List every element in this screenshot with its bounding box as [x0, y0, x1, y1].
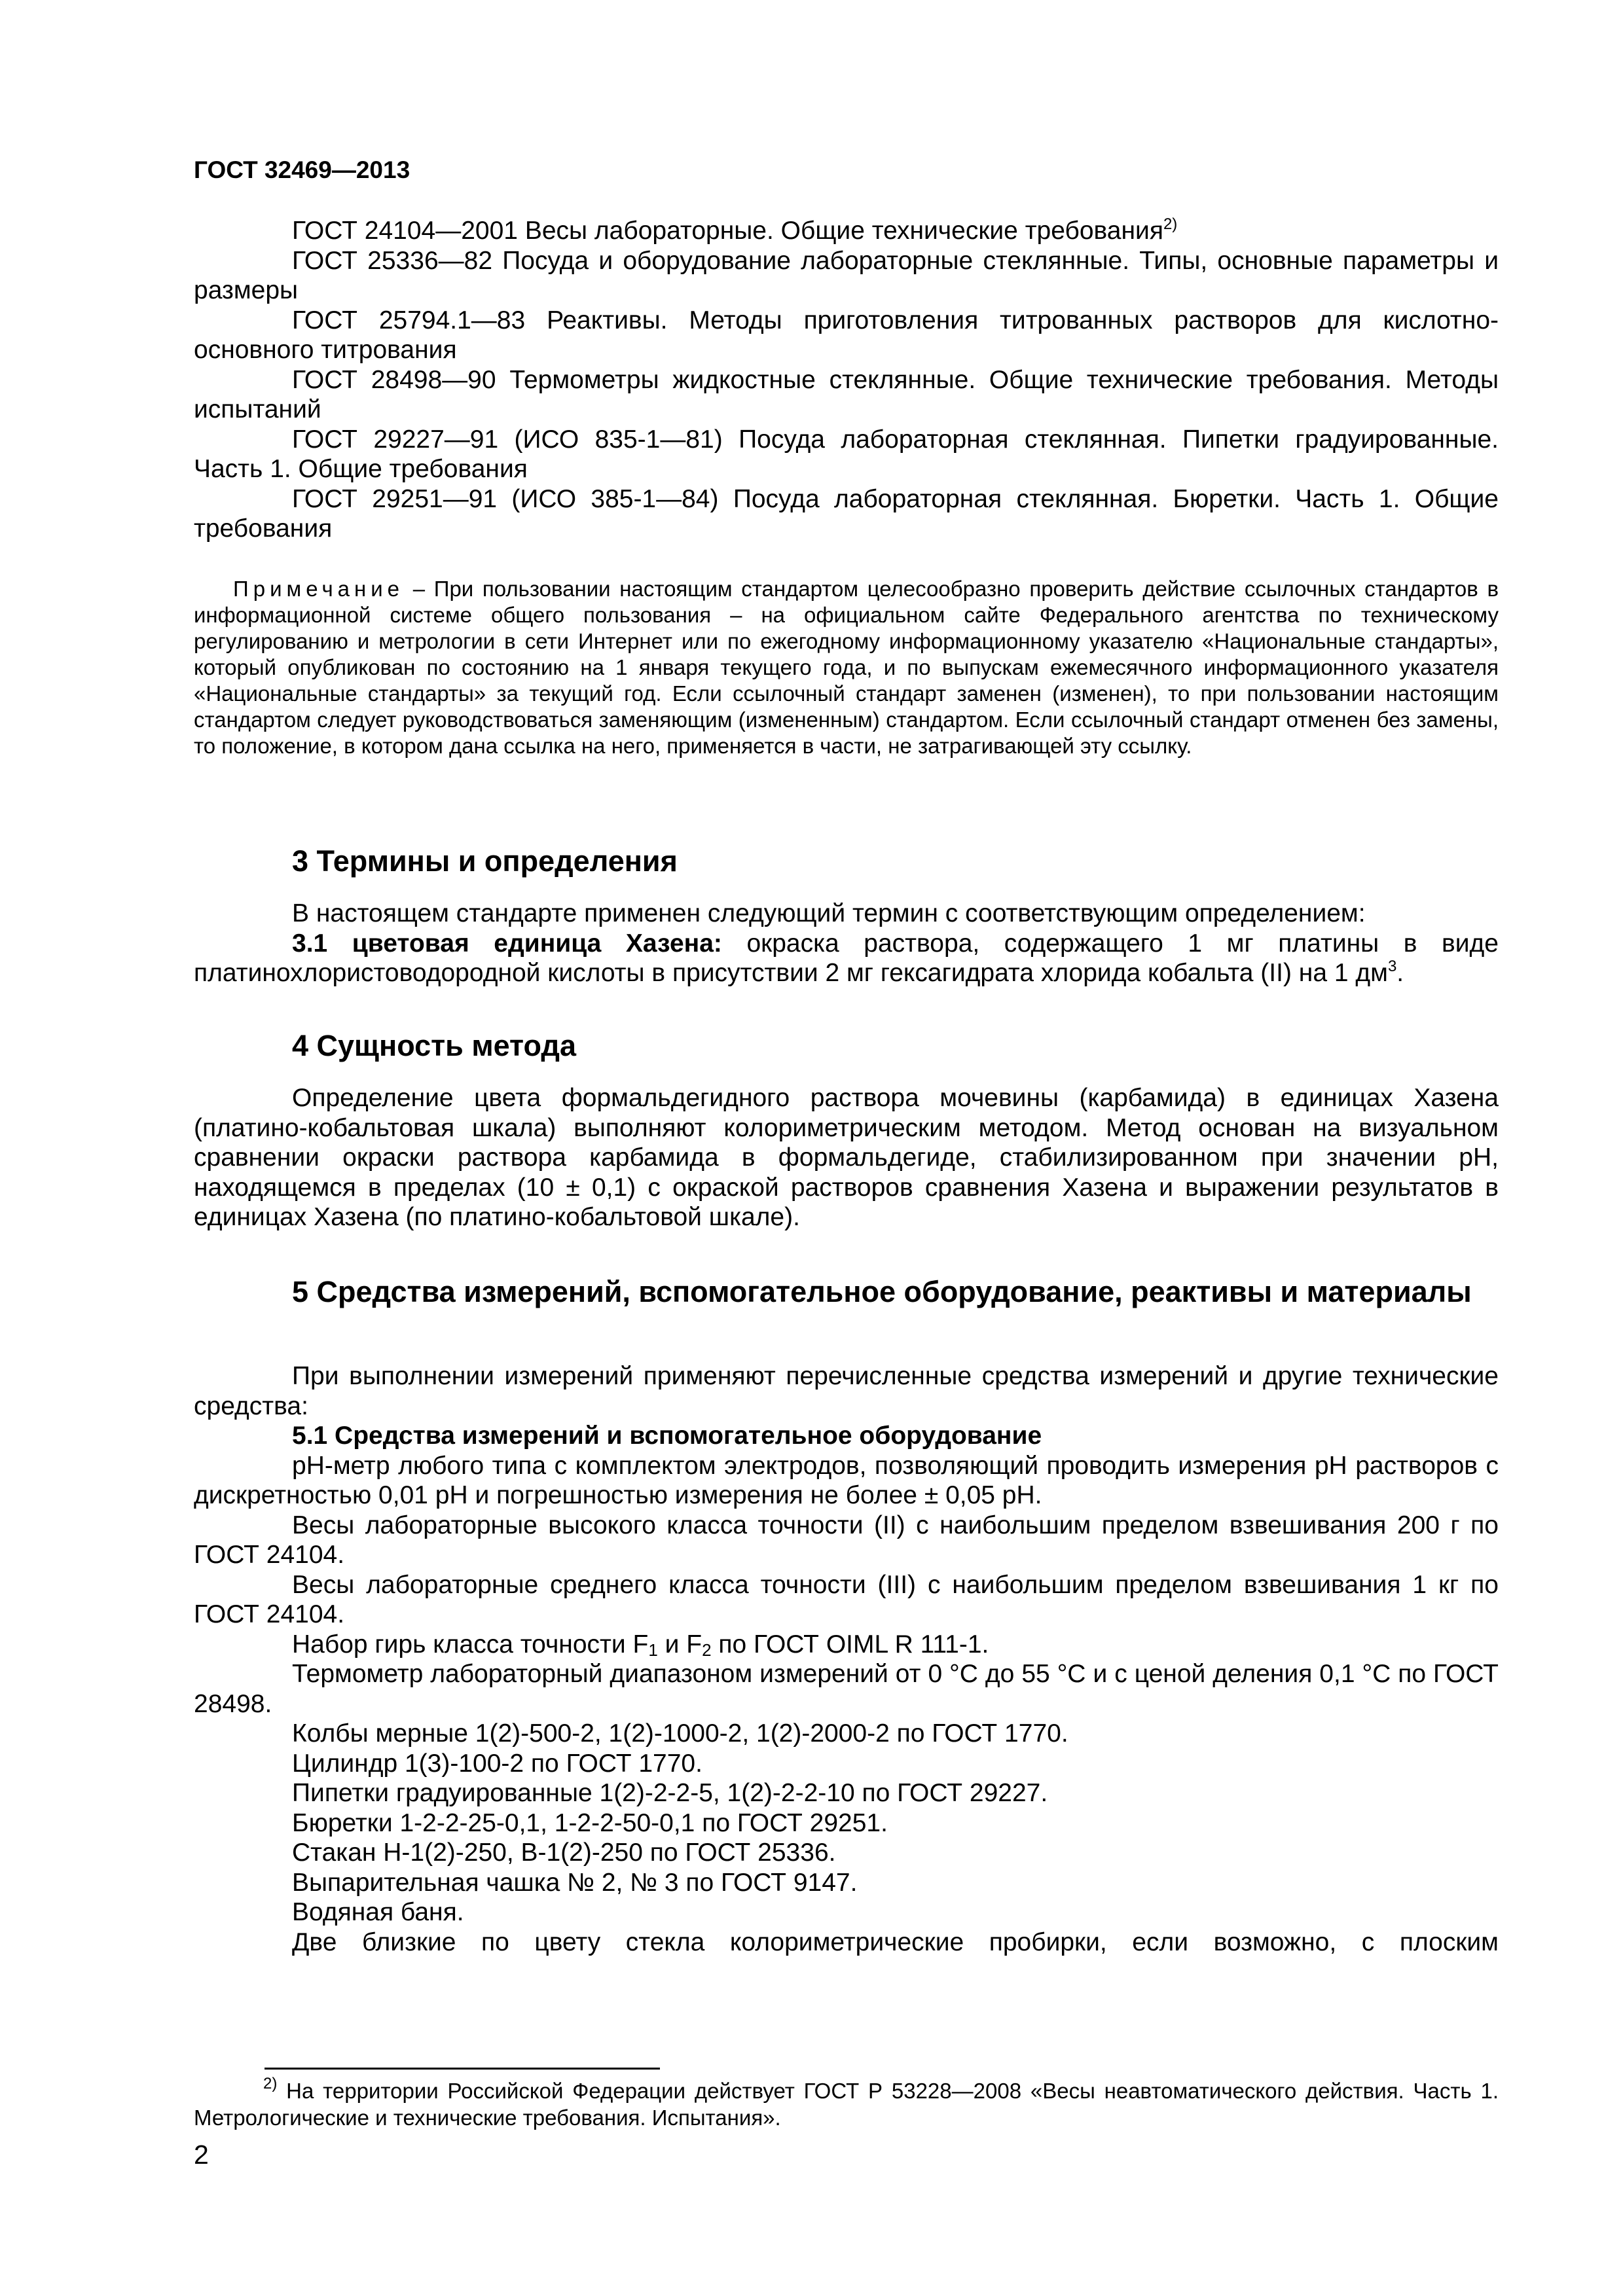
section-4-body — [194, 1083, 1499, 1232]
equipment-item: Колбы мерные 1(2)-500-2, 1(2)-1000-2, 1(2)-2000-2 по ГОСТ 1770. — [292, 1719, 1068, 1748]
section-intro: При выполнении измерений применяют перечисленные средства измерений и другие технические средства: — [194, 1362, 1499, 1420]
equipment-item: Цилиндр 1(3)-100-2 по ГОСТ 1770. — [292, 1749, 702, 1778]
equipment-item: Весы лабораторные среднего класса точности (III) с наибольшим пределом взвешивания 1 кг по ГОСТ 24104. — [194, 1570, 1499, 1628]
equipment-item: Две близкие по цвету стекла колориметрические пробирки, если возможно, с плоским — [292, 1928, 1499, 1956]
footnote-mark: 2) — [263, 2075, 278, 2092]
section-4 — [194, 1029, 1499, 1063]
note-block — [194, 576, 1499, 759]
section-5 — [194, 1275, 1499, 1309]
note-label: Примечание — [233, 577, 405, 601]
section-text: Определение цвета формальдегидного раствора мочевины (карбамида) в единицах Хазена (платино-кобальтовая шкала) выполняют колориметрическим методом. Метод основан на визуальном сравнении окраски раствора карбамида в формальдегиде, стабилизированном при значении рН, находящемся в пределах (10 ± 0,1) с окраской растворов сравнения Хазена и выражении результатов в единицах Хазена (по платино-кобальтовой шкале). — [194, 1084, 1499, 1231]
note-text: Примечание – При пользовании настоящим стандартом целесообразно проверить действие ссылочных стандартов в информационной системе общего пользования – на официальном сайте Федерального агентства по техническому регулированию и метрологии в сети Интернет или по ежегодному информационному указателю «Национальные стандарты», который опубликован по состоянию на 1 января текущего года, и по выпускам ежемесячного информационного указателя «Национальные стандарты» за текущий год. Если ссылочный стандарт заменен (изменен), то при пользовании настоящим стандартом следует руководствоваться заменяющим (измененным) стандартом. Если ссылочный стандарт отменен без замены, то положение, в котором дана ссылка на него, применяется в части, не затрагивающей эту ссылку. — [194, 577, 1499, 758]
section-5-body — [194, 1361, 1499, 1957]
equipment-item: Термометр лабораторный диапазоном измерений от 0 °С до 55 °С и с ценой деления 0,1 °С по ГОСТ 28498. — [194, 1660, 1499, 1718]
equipment-item: Набор гирь класса точности $F_1$ и $F_2$ по ГОСТ OIML R 111-1. — [292, 1630, 989, 1660]
subsection-title: 5.1 Средства измерений и вспомогательное оборудование — [292, 1422, 1042, 1450]
document-header: ГОСТ 32469—2013 — [194, 156, 410, 183]
equipment-item: Водяная баня. — [292, 1898, 464, 1926]
reference-item: ГОСТ 29227—91 (ИСО 835-1—81) Посуда лабораторная стеклянная. Пипетки градуированные. Часть 1. Общие требования — [194, 425, 1499, 483]
equipment-item: Пипетки градуированные 1(2)-2-2-5, 1(2)-2-2-10 по ГОСТ 29227. — [292, 1779, 1048, 1807]
section-title: 3 Термины и определения — [292, 844, 678, 878]
term-definition: 3.1 цветовая единица Хазена: окраска раствора, содержащего 1 мг платины в виде платинохлористоводородной кислоты в присутствии 2 мг гексагидрата хлорида кобальта (II) на 1 $дм^3$. — [194, 929, 1499, 987]
reference-item: ГОСТ 28498—90 Термометры жидкостные стеклянные. Общие технические требования. Методы испытаний — [194, 365, 1499, 423]
section-title: 5 Средства измерений, вспомогательное оборудование, реактивы и материалы — [292, 1275, 1472, 1308]
equipment-item: Бюретки 1-2-2-25-0,1, 1-2-2-50-0,1 по ГОСТ 29251. — [292, 1808, 888, 1837]
equipment-item: Стакан Н-1(2)-250, В-1(2)-250 по ГОСТ 25336. — [292, 1839, 836, 1867]
footnote-mark: 2) — [1163, 215, 1178, 233]
equipment-item: Выпарительная чашка № 2, № 3 по ГОСТ 9147. — [292, 1868, 858, 1897]
equipment-item: Весы лабораторные высокого класса точности (II) с наибольшим пределом взвешивания 200 г по ГОСТ 24104. — [194, 1511, 1499, 1569]
section-intro: В настоящем стандарте применен следующий термин с соответствующим определением: — [292, 899, 1366, 927]
reference-item: ГОСТ 24104—2001 Весы лабораторные. Общие технические требования$^{2)}$ — [292, 215, 1178, 245]
reference-item: ГОСТ 25794.1—83 Реактивы. Методы приготовления титрованных растворов для кислотно-основного титрования — [194, 306, 1499, 364]
reference-item: ГОСТ 25336—82 Посуда и оборудование лабораторные стеклянные. Типы, основные параметры и размеры — [194, 246, 1499, 304]
references-list — [194, 216, 1499, 544]
section-3-body — [194, 899, 1499, 988]
footnote-separator — [264, 2068, 660, 2070]
term-name: 3.1 цветовая единица Хазена: — [292, 929, 722, 958]
section-3 — [194, 844, 1499, 878]
page-number: 2 — [194, 2140, 209, 2170]
reference-item: ГОСТ 29251—91 (ИСО 385-1—84) Посуда лабораторная стеклянная. Бюретки. Часть 1. Общие требования — [194, 484, 1499, 543]
section-title: 4 Сущность метода — [292, 1029, 576, 1062]
footnote: $^{2)}$ На территории Российской Федерации действует ГОСТ Р 53228—2008 «Весы неавтоматического действия. Часть 1. Метрологические и технические требования. Испытания». — [194, 2075, 1499, 2130]
equipment-item: рН-метр любого типа с комплектом электродов, позволяющий проводить измерения рН растворов с дискретностью 0,01 рН и погрешностью измерения не более ± 0,05 рН. — [194, 1451, 1499, 1509]
